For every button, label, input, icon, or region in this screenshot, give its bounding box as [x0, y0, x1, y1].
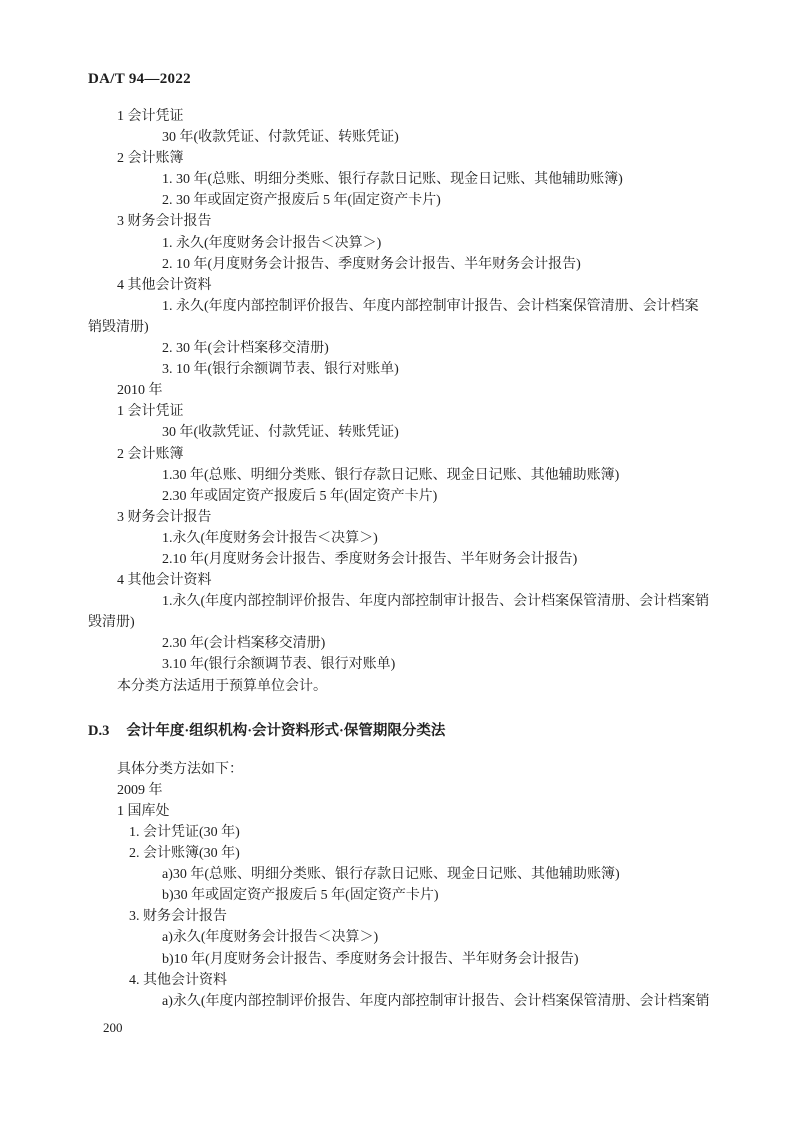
text-line: 2 会计账簿 [117, 151, 184, 167]
document-content [88, 106, 728, 1012]
text-line: 1.永久(年度财务会计报告＜决算＞) [162, 530, 378, 546]
text-line: b)30 年或固定资产报废后 5 年(固定资产卡片) [162, 888, 439, 904]
section-title: 会计年度·组织机构·会计资料形式·保管期限分类法 [126, 722, 446, 739]
text-line: 1. 永久(年度财务会计报告＜决算＞) [162, 235, 382, 251]
text-line: b)10 年(月度财务会计报告、季度财务会计报告、半年财务会计报告) [162, 951, 579, 967]
section-d3-heading [88, 721, 728, 742]
text-line: 具体分类方法如下： [117, 761, 243, 777]
text-line: 3.10 年(银行余额调节表、银行对账单) [162, 657, 396, 673]
text-line: 1 国库处 [117, 803, 170, 819]
text-line: 2. 会计账簿(30 年) [129, 846, 240, 862]
text-line: a)永久(年度内部控制评价报告、年度内部控制审计报告、会计档案保管清册、会计档案销 [162, 993, 710, 1009]
text-line: 2.30 年(会计档案移交清册) [162, 636, 326, 652]
text-line: 3 财务会计报告 [117, 214, 212, 230]
text-line: 2. 10 年(月度财务会计报告、季度财务会计报告、半年财务会计报告) [162, 256, 581, 272]
text-line: 1 会计凭证 [117, 109, 184, 124]
section-d3-classification-lines [88, 759, 728, 1012]
text-line: 2009 年 [117, 782, 163, 798]
text-line: 2010 年 [117, 383, 163, 399]
text-line: 本分类方法适用于预算单位会计。 [117, 678, 327, 694]
text-line: a)永久(年度财务会计报告＜决算＞) [162, 930, 379, 946]
text-line: 2. 30 年或固定资产报废后 5 年(固定资产卡片) [162, 193, 441, 209]
text-line: 2.10 年(月度财务会计报告、季度财务会计报告、半年财务会计报告) [162, 551, 578, 567]
text-line: 30 年(收款凭证、付款凭证、转账凭证) [162, 425, 399, 441]
text-line: 1.永久(年度内部控制评价报告、年度内部控制审计报告、会计档案保管清册、会计档案销 [162, 594, 710, 610]
text-line: 毁清册) [88, 615, 135, 631]
text-line: 30 年(收款凭证、付款凭证、转账凭证) [162, 130, 399, 146]
page-number: 200 [103, 1020, 123, 1035]
standard-number-header: DA/T 94—2022 [88, 71, 191, 87]
text-line: 4. 其他会计资料 [129, 972, 227, 988]
text-line: 销毁清册) [88, 319, 149, 335]
section-d2-classification-lines [88, 106, 728, 697]
text-line: 2 会计账簿 [117, 446, 184, 462]
text-line: 4 其他会计资料 [117, 277, 212, 293]
text-line: 1. 会计凭证(30 年) [129, 825, 240, 840]
text-line: a)30 年(总账、明细分类账、银行存款日记账、现金日记账、其他辅助账簿) [162, 867, 620, 883]
text-line: 3 财务会计报告 [117, 509, 212, 525]
text-line: 2. 30 年(会计档案移交清册) [162, 341, 329, 357]
text-line: 3. 财务会计报告 [129, 909, 227, 925]
text-line: 4 其他会计资料 [117, 573, 212, 589]
section-number: D.3 [88, 722, 110, 739]
text-line: 1. 永久(年度内部控制评价报告、年度内部控制审计报告、会计档案保管清册、会计档案 [162, 298, 699, 314]
text-line: 1.30 年(总账、明细分类账、银行存款日记账、现金日记账、其他辅助账簿) [162, 467, 620, 483]
text-line: 2.30 年或固定资产报废后 5 年(固定资产卡片) [162, 488, 438, 504]
text-line: 3. 10 年(银行余额调节表、银行对账单) [162, 362, 399, 378]
text-line: 1 会计凭证 [117, 404, 184, 420]
text-line: 1. 30 年(总账、明细分类账、银行存款日记账、现金日记账、其他辅助账簿) [162, 172, 623, 188]
